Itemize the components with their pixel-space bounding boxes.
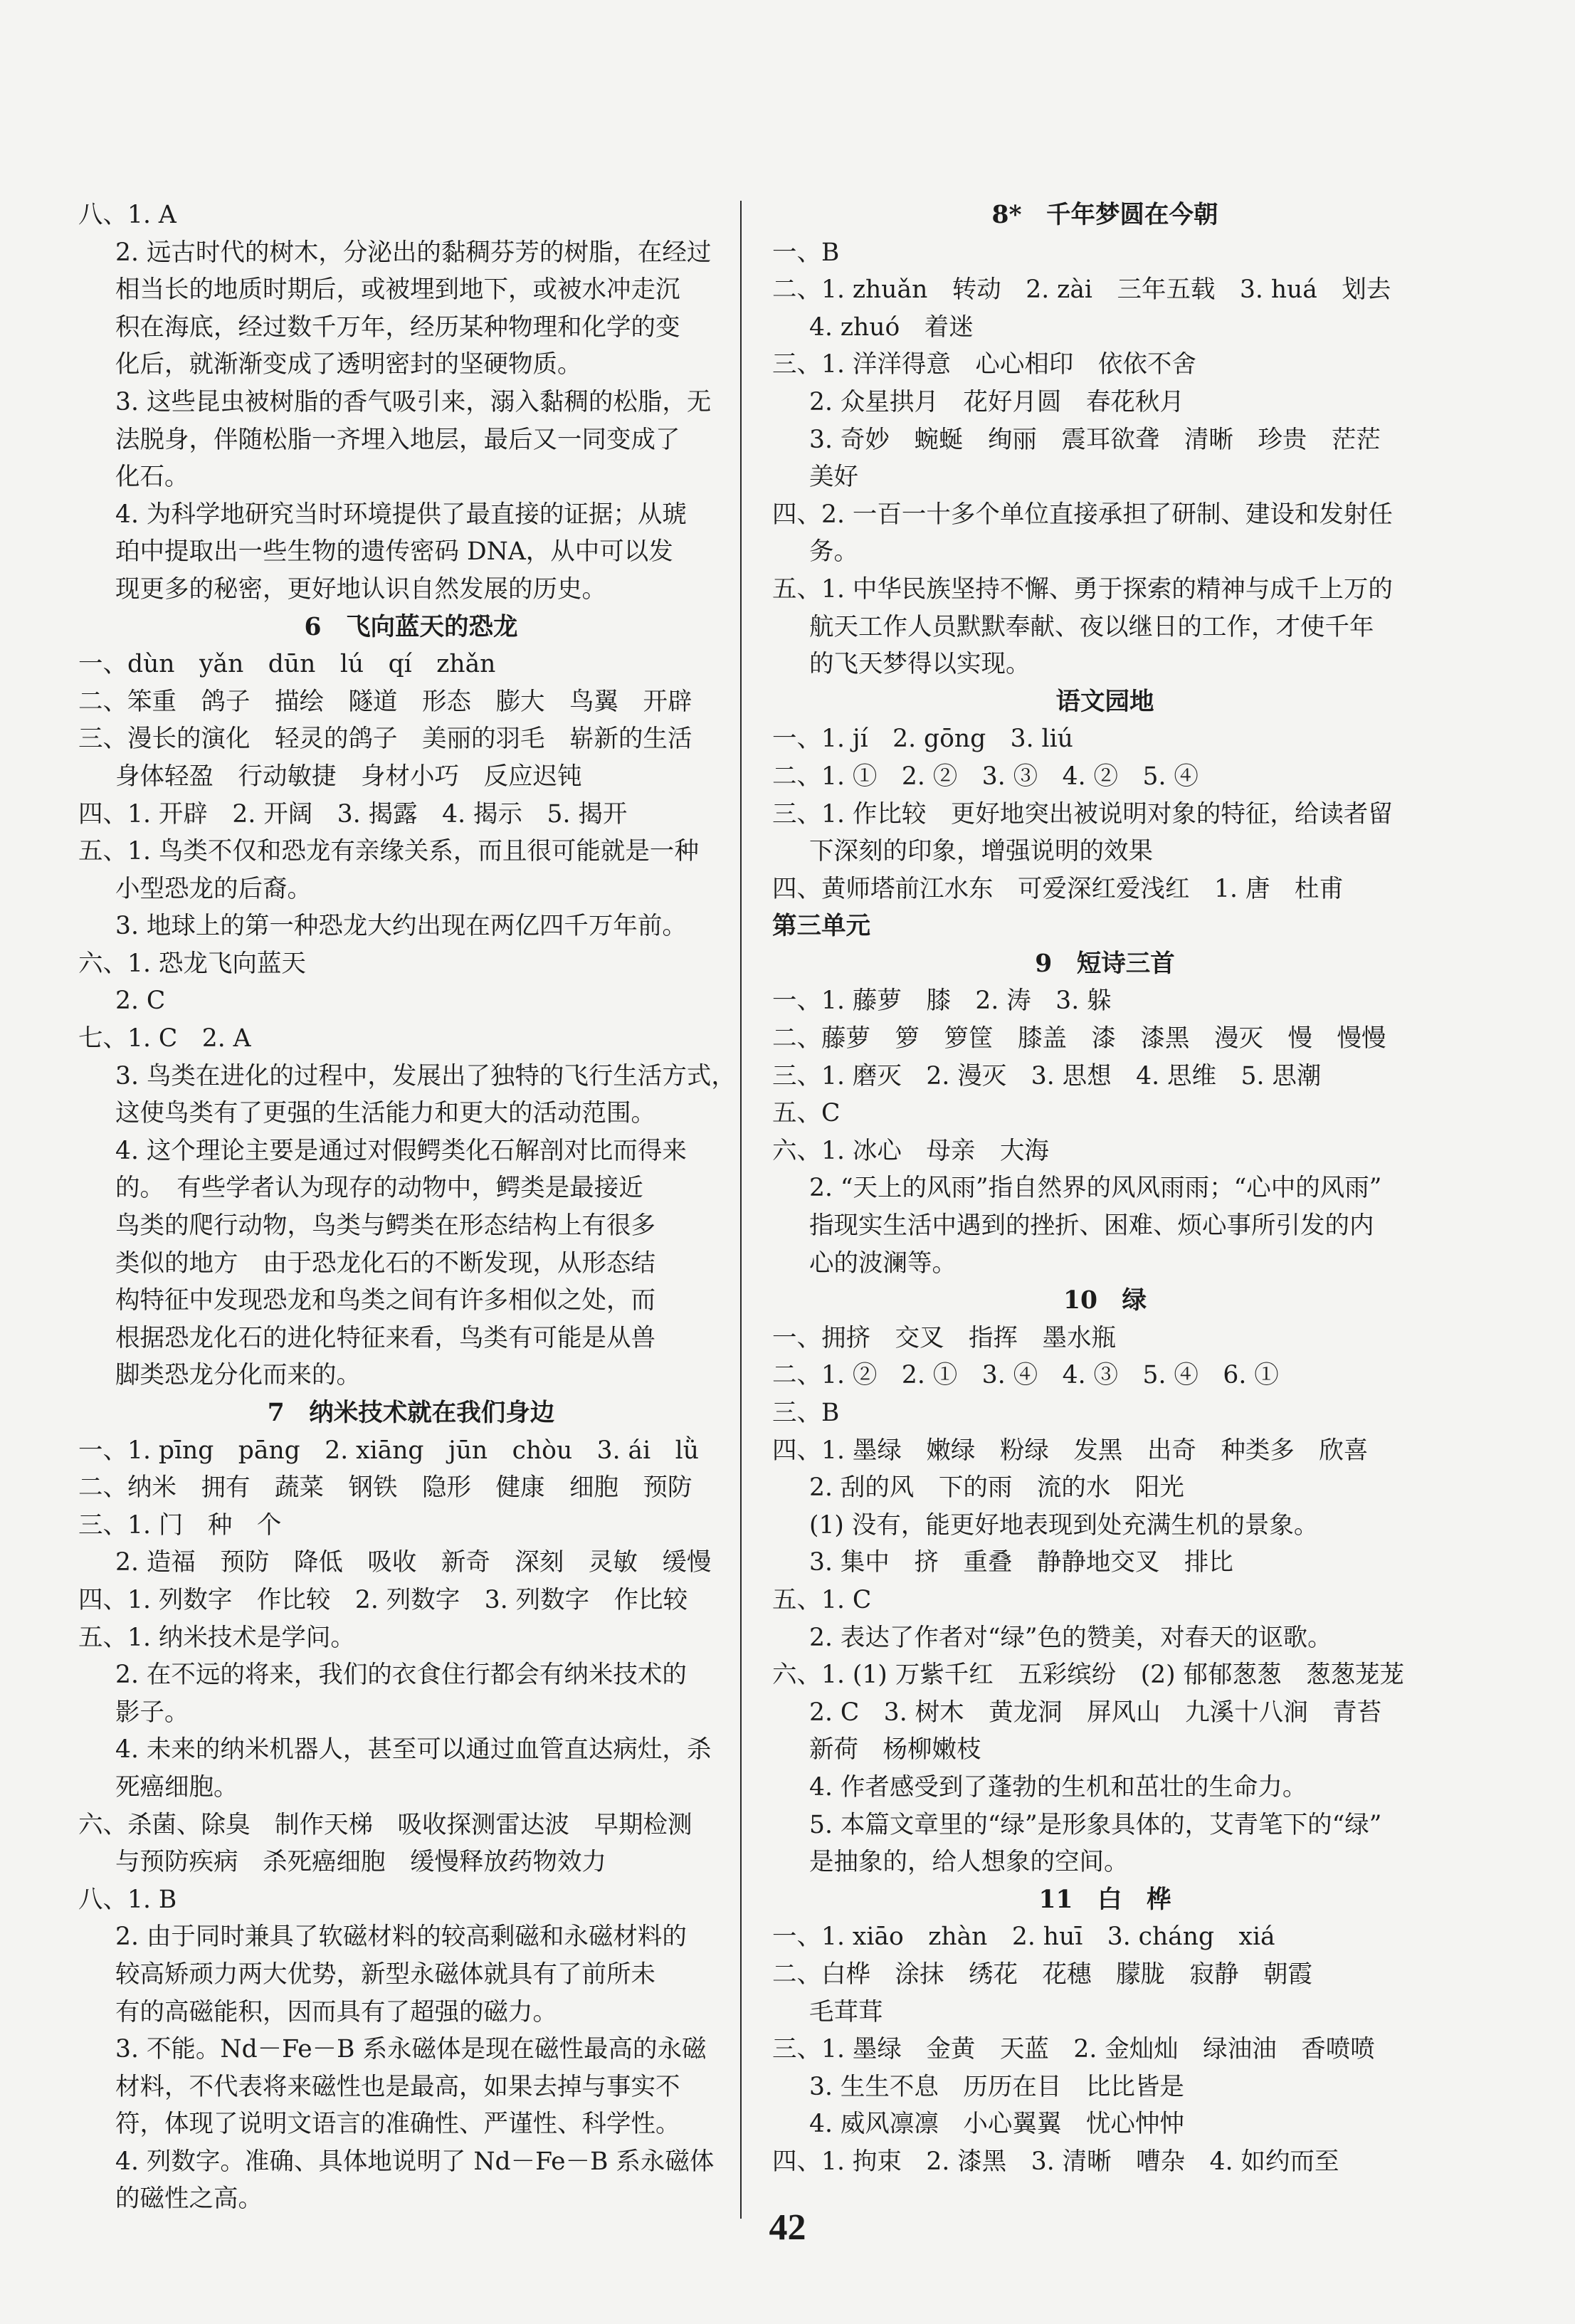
answer-line: 鸟类的爬行动物，鸟类与鳄类在形态结构上有很多 <box>115 1211 655 1241</box>
answer-line: 毛茸茸 <box>809 1997 883 2026</box>
answer-line: 3. 生生不息 历历在目 比比皆是 <box>809 2072 1184 2101</box>
answer-line: 一、1. jí 2. gōng 3. liú <box>772 725 1073 754</box>
answer-line: 二、白桦 涂抹 绣花 花穗 朦胧 寂静 朝霞 <box>772 1960 1312 1989</box>
answer-line: 一、dùn yǎn dūn lú qí zhǎn <box>78 650 496 679</box>
answer-line: 化后，就渐渐变成了透明密封的坚硬物质。 <box>115 350 582 379</box>
lesson-title: 10 绿 <box>1063 1286 1147 1315</box>
answer-line: 的。 有些学者认为现存的动物中，鳄类是最接近 <box>115 1174 643 1203</box>
lesson-title: 7 纳米技术就在我们身边 <box>267 1399 555 1427</box>
answer-line: 五、1. C <box>772 1585 872 1614</box>
answer-line: 材料，不代表将来磁性也是最高，如果去掉与事实不 <box>115 2072 680 2101</box>
answer-line: 一、B <box>772 238 840 267</box>
answer-line: 的飞天梦得以实现。 <box>809 650 1031 679</box>
answer-line: 三、1. 洋洋得意 心心相印 依依不舍 <box>772 350 1196 379</box>
answer-line: 八、1. A <box>78 201 177 229</box>
answer-line: 4. zhuó 着迷 <box>809 312 974 342</box>
answer-line: 五、1. 鸟类不仅和恐龙有亲缘关系，而且很可能就是一种 <box>78 837 699 866</box>
answer-line: 根据恐龙化石的进化特征来看，鸟类有可能是从兽 <box>115 1323 655 1352</box>
answer-line: 指现实生活中遇到的挫折、困难、烦心事所引发的内 <box>809 1211 1374 1241</box>
answer-line: 5. 本篇文章里的“绿”是形象具体的，艾青笔下的“绿” <box>809 1810 1382 1839</box>
answer-line: 积在海底，经过数千万年，经历某种物理和化学的变 <box>115 312 680 342</box>
answer-line: 一、1. xiāo zhàn 2. huī 3. cháng xiá <box>772 1923 1275 1952</box>
answer-line: 构特征中发现恐龙和鸟类之间有许多相似之处，而 <box>115 1286 655 1315</box>
answer-line: 二、1. ① 2. ② 3. ③ 4. ② 5. ④ <box>772 762 1199 791</box>
answer-line: 3. 奇妙 蜿蜒 绚丽 震耳欲聋 清晰 珍贵 茫茫 <box>809 425 1381 454</box>
answer-line: 的磁性之高。 <box>115 2184 263 2214</box>
answer-line: 五、C <box>772 1099 841 1128</box>
answer-line: 小型恐龙的后裔。 <box>115 874 312 903</box>
answer-line: 这使鸟类有了更强的生活能力和更大的活动范围。 <box>115 1099 655 1128</box>
answer-line: 死癌细胞。 <box>115 1772 238 1802</box>
answer-line: 类似的地方 由于恐龙化石的不断发现，从形态结 <box>115 1248 655 1278</box>
answer-line: 4. 作者感受到了蓬勃的生机和茁壮的生命力。 <box>809 1772 1307 1802</box>
answer-line: 2. C 3. 树木 黄龙洞 屏风山 九溪十八涧 青苔 <box>809 1698 1382 1727</box>
answer-line: 2. 刮的风 下的雨 流的水 阳光 <box>809 1473 1184 1503</box>
answer-line: 法脱身，伴随松脂一齐埋入地层，最后又一同变成了 <box>115 425 680 454</box>
answer-line: 2. 远古时代的树木，分泌出的黏稠芬芳的树脂，在经过 <box>115 238 712 267</box>
answer-line: 2. 在不远的将来，我们的衣食住行都会有纳米技术的 <box>115 1661 687 1690</box>
answer-line: 2. 表达了作者对“绿”色的赞美，对春天的讴歌。 <box>809 1623 1332 1652</box>
answer-line: 下深刻的印象，增强说明的效果 <box>809 837 1153 866</box>
answer-line: 七、1. C 2. A <box>78 1024 251 1053</box>
answer-line: 有的高磁能积，因而具有了超强的磁力。 <box>115 1997 557 2026</box>
left-column <box>78 196 744 2218</box>
answer-line: 3. 鸟类在进化的过程中，发展出了独特的飞行生活方式， <box>115 1061 736 1090</box>
answer-line: 较高矫顽力两大优势，新型永磁体就具有了前所未 <box>115 1960 655 1989</box>
answer-line: 二、藤萝 箩 箩筐 膝盖 漆 漆黑 漫灭 慢 慢慢 <box>772 1024 1386 1053</box>
answer-line: 三、1. 墨绿 金黄 天蓝 2. 金灿灿 绿油油 香喷喷 <box>772 2035 1375 2064</box>
page-number: 42 <box>769 2207 806 2248</box>
answer-line: 务。 <box>809 537 858 567</box>
answer-line: 4. 未来的纳米机器人，甚至可以通过血管直达病灶，杀 <box>115 1735 712 1765</box>
answer-line: 与预防疾病 杀死癌细胞 缓慢释放药物效力 <box>115 1848 606 1877</box>
answer-line: 3. 这些昆虫被树脂的香气吸引来，溺入黏稠的松脂，无 <box>115 387 712 416</box>
answer-line: 四、1. 开辟 2. 开阔 3. 揭露 4. 揭示 5. 揭开 <box>78 799 628 829</box>
answer-line: 2. “天上的风雨”指自然界的风风雨雨；“心中的风雨” <box>809 1174 1382 1203</box>
answer-line: 4. 威风凛凛 小心翼翼 忧心忡忡 <box>809 2110 1184 2139</box>
answer-line: 四、1. 列数字 作比较 2. 列数字 3. 列数字 作比较 <box>78 1585 688 1614</box>
answer-line: 3. 集中 挤 重叠 静静地交叉 排比 <box>809 1548 1233 1577</box>
answer-line: 一、1. 藤萝 膝 2. 涛 3. 躲 <box>772 987 1112 1016</box>
answer-line: 4. 列数字。准确、具体地说明了 Nd－Fe－B 系永磁体 <box>115 2147 715 2176</box>
answer-line: 2. 造福 预防 降低 吸收 新奇 深刻 灵敏 缓慢 <box>115 1548 712 1577</box>
answer-line: 三、1. 门 种 个 <box>78 1510 282 1540</box>
answer-line: 三、漫长的演化 轻灵的鸽子 美丽的羽毛 崭新的生活 <box>78 725 692 754</box>
answer-line: 六、1. 恐龙飞向蓝天 <box>78 949 306 978</box>
answer-line: 美好 <box>809 463 858 492</box>
answer-line: 影子。 <box>115 1698 189 1727</box>
answer-line: 化石。 <box>115 463 189 492</box>
lesson-title: 9 短诗三首 <box>1035 949 1175 978</box>
answer-line: 二、1. ② 2. ① 3. ④ 4. ③ 5. ④ 6. ① <box>772 1361 1279 1390</box>
answer-line: 六、杀菌、除臭 制作天梯 吸收探测雷达波 早期检测 <box>78 1810 692 1839</box>
answer-line: 新荷 杨柳嫩枝 <box>809 1735 981 1765</box>
answer-line: 脚类恐龙分化而来的。 <box>115 1361 361 1390</box>
answer-line: 现更多的秘密，更好地认识自然发展的历史。 <box>115 574 606 604</box>
answer-line: 2. 由于同时兼具了软磁材料的较高剩磁和永磁材料的 <box>115 1923 687 1952</box>
answer-line: 六、1. 冰心 母亲 大海 <box>772 1136 1049 1165</box>
answer-line: 五、1. 纳米技术是学问。 <box>78 1623 355 1652</box>
answer-line: 三、B <box>772 1399 840 1427</box>
answer-line: 是抽象的，给人想象的空间。 <box>809 1848 1129 1877</box>
answer-line: 相当长的地质时期后，或被埋到地下，或被水冲走沉 <box>115 275 680 305</box>
answer-line: 四、1. 墨绿 嫩绿 粉绿 发黑 出奇 种类多 欣喜 <box>772 1436 1369 1465</box>
unit-heading: 第三单元 <box>772 912 870 941</box>
answer-line: 符，体现了说明文语言的准确性、严谨性、科学性。 <box>115 2110 680 2139</box>
answer-line: 四、2. 一百一十多个单位直接承担了研制、建设和发射任 <box>772 500 1393 529</box>
answer-line: 航天工作人员默默奉献、夜以继日的工作，才使千年 <box>809 612 1374 641</box>
answer-line: 三、1. 作比较 更好地突出被说明对象的特征，给读者留 <box>772 799 1393 829</box>
lesson-title: 6 飞向蓝天的恐龙 <box>304 612 518 641</box>
lesson-title: 8* 千年梦圆在今朝 <box>991 201 1218 229</box>
answer-line: 八、1. B <box>78 1885 177 1914</box>
answer-line: 三、1. 磨灭 2. 漫灭 3. 思想 4. 思维 5. 思潮 <box>772 1061 1322 1090</box>
answer-line: 五、1. 中华民族坚持不懈、勇于探索的精神与成千上万的 <box>772 574 1393 604</box>
answer-line: 一、1. pīng pāng 2. xiāng jūn chòu 3. ái lǜ <box>78 1436 699 1465</box>
column-divider <box>740 201 742 2219</box>
answer-line: 二、纳米 拥有 蔬菜 钢铁 隐形 健康 细胞 预防 <box>78 1473 692 1503</box>
answer-line: 一、拥挤 交叉 指挥 墨水瓶 <box>772 1323 1116 1352</box>
answer-line: 3. 不能。Nd－Fe－B 系永磁体是现在磁性最高的永磁 <box>115 2035 707 2064</box>
lesson-title: 11 白 桦 <box>1038 1885 1171 1914</box>
answer-line: 珀中提取出一些生物的遗传密码 DNA，从中可以发 <box>115 537 673 567</box>
answer-line: 3. 地球上的第一种恐龙大约出现在两亿四千万年前。 <box>115 912 687 941</box>
answer-line: 2. C <box>115 987 166 1016</box>
answer-line: 六、1. (1) 万紫千红 五彩缤纷 (2) 郁郁葱葱 葱葱茏茏 <box>772 1661 1405 1690</box>
lesson-title: 语文园地 <box>1055 687 1154 716</box>
answer-line: 二、笨重 鸽子 描绘 隧道 形态 膨大 鸟翼 开辟 <box>78 687 692 716</box>
answer-line: 四、黄师塔前江水东 可爱深红爱浅红 1. 唐 杜甫 <box>772 874 1344 903</box>
answer-line: (1) 没有，能更好地表现到处充满生机的景象。 <box>809 1510 1319 1540</box>
answer-line: 身体轻盈 行动敏捷 身材小巧 反应迟钝 <box>115 762 582 791</box>
answer-line: 四、1. 拘束 2. 漆黑 3. 清晰 嘈杂 4. 如约而至 <box>772 2147 1339 2176</box>
answer-line: 心的波澜等。 <box>809 1248 957 1278</box>
answer-line: 二、1. zhuǎn 转动 2. zài 三年五载 3. huá 划去 <box>772 275 1391 305</box>
answer-line: 4. 这个理论主要是通过对假鳄类化石解剖对比而得来 <box>115 1136 687 1165</box>
answer-line: 2. 众星拱月 花好月圆 春花秋月 <box>809 387 1184 416</box>
answer-line: 4. 为科学地研究当时环境提供了最直接的证据；从琥 <box>115 500 687 529</box>
right-column <box>772 196 1438 2180</box>
